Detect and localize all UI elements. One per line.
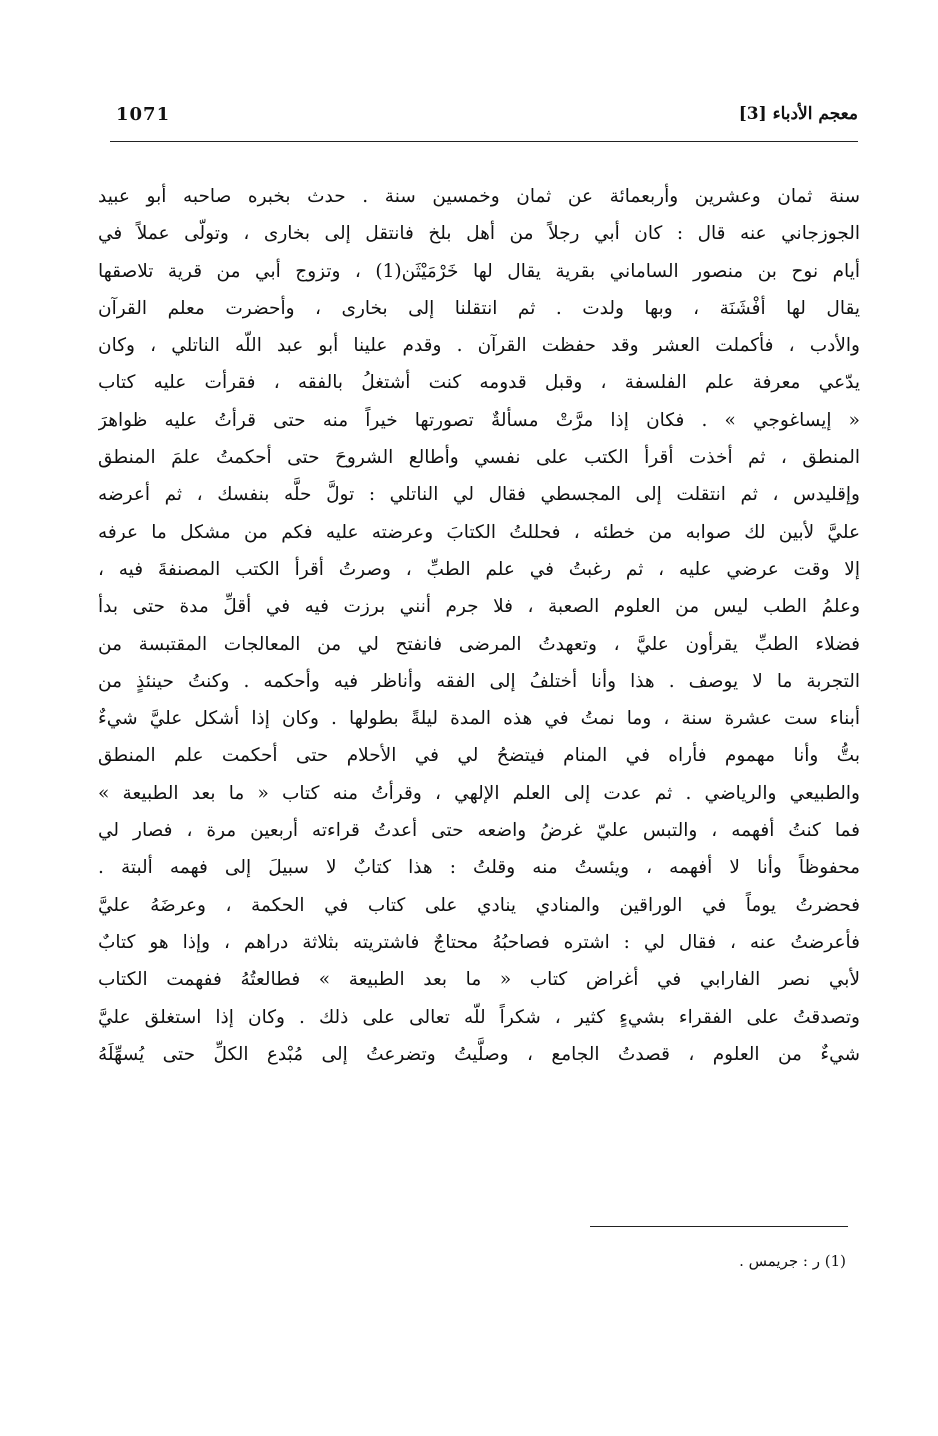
text-line: أيام نوح بن منصور الساماني بقرية يقال لها خَرْمَيْثَن(1) ، وتزوج أبي من قرية تلاصقها (98, 260, 860, 282)
text-line: يدّعي معرفة علم الفلسفة ، وقبل قدومه كنت أشتغلُ بالفقه ، فقرأت عليه كتاب (98, 372, 860, 394)
footnote: (1) ر : جريمس . (739, 1252, 846, 1270)
text-line: فأعرضتُ عنه ، فقال لي : اشتره فصاحبُهُ محتاجٌ فاشتريته بثلاثة دراهم ، وإذا هو كتابٌ (98, 931, 860, 953)
footnote-divider (590, 1226, 848, 1227)
text-line: شيءٌ من العلوم ، قصدتُ الجامع ، وصلَّيتُ وتضرعتُ إلى مُبْدع الكلِّ حتى يُسهِّلَهُ (98, 1043, 860, 1065)
text-line: بتُّ وأنا مهموم فأراه في المنام فيتضحُ لي في الأحلام حتى أحكمت علم المنطق (98, 745, 860, 767)
text-line: المنطق ، ثم أخذت أقرأ الكتب على نفسي وأطالع الشروحَ حتى أحكمتُ علمَ المنطق (98, 447, 860, 469)
text-line: أبناء ست عشرة سنة ، وما نمتُ في هذه المدة ليلةً بطولها . وكان إذا أشكل عليَّ شيءٌ (98, 708, 860, 730)
text-line: فضلاء الطبِّ يقرأون عليَّ ، وتعهدتُ المرضى فانفتح لي من المعالجات المقتبسة من (98, 633, 860, 655)
text-line: إلا وقت عرضي عليه ، ثم رغبتُ في علم الطبِّ ، وصرتُ أقرأ الكتب المصنفةَ فيه ، (98, 558, 860, 580)
text-line: والطبيعي والرياضي . ثم عدت إلى العلم الإلهي ، وقرأتُ منه كتاب « ما بعد الطبيعة » (98, 782, 860, 804)
main-text (98, 178, 860, 1073)
text-line: الجوزجاني عنه قال : كان أبي رجلاً من أهل بلخ فانتقل إلى بخارى ، وتولّى عملاً في (98, 223, 860, 245)
running-header (110, 104, 858, 138)
text-line: محفوظاً وأنا لا أفهمه ، ويئستُ منه وقلتُ : هذا كتابٌ لا سبيلَ إلى فهمه ألبتة . (98, 857, 860, 879)
header-divider (110, 141, 858, 142)
text-line: لأبي نصر الفارابي في أغراض كتاب « ما بعد الطبيعة » فطالعتُهُ ففهمت الكتاب (98, 969, 860, 991)
text-line: والأدب ، فأكملت العشر وقد حفظت القرآن . وقدم علينا أبو عبد اللّه الناتلي ، وكان (98, 335, 860, 357)
page-number: 1071 (116, 104, 171, 125)
text-line: « إيساغوجي » . فكان إذا مرَّتْ مسألةٌ تصورتها خيراً منه حتى قرأتُ عليه ظواهرَ (98, 409, 860, 431)
text-line: وعلمُ الطب ليس من العلوم الصعبة ، فلا جرم أنني برزت فيه في أقلِّ مدة حتى بدأ (98, 596, 860, 618)
text-line: التجربة ما لا يوصف . هذا وأنا أختلفُ إلى الفقه وأناظر فيه وأحكمه . وكنتُ حينئذٍ من (98, 670, 860, 692)
text-line: سنة ثمان وعشرين وأربعمائة عن ثمان وخمسين سنة . حدث بخبره صاحبه أبو عبيد (98, 186, 860, 207)
text-line: يقال لها أفْشَنَة ، وبها ولدت . ثم انتقلنا إلى بخارى ، وأحضرت معلم القرآن (98, 297, 860, 319)
text-line: وتصدقتُ على الفقراء بشيءٍ كثير ، شكراً للّه تعالى على ذلك . وكان إذا استغلق عليَّ (98, 1006, 860, 1028)
text-line: عليَّ لأبين لك صوابه من خطئه ، فحللتُ الكتابَ وعرضته عليه فكم من مشكل ما عرفه (98, 521, 860, 543)
text-line: فحضرتُ يوماً في الوراقين والمنادي ينادي على كتاب في الحكمة ، وعرضَهُ عليَّ (98, 894, 860, 916)
text-line: وإقليدس ، ثم انتقلت إلى المجسطي فقال لي الناتلي : تولَّ حلَّه بنفسك ، ثم أعرضه (98, 484, 860, 506)
text-line: فما كنتُ أفهمه ، والتبس عليّ غرضُ واضعه حتى أعدتُ قراءته أربعين مرة ، فصار لي (98, 820, 860, 842)
book-title: معجم الأدباء [3] (738, 104, 858, 124)
